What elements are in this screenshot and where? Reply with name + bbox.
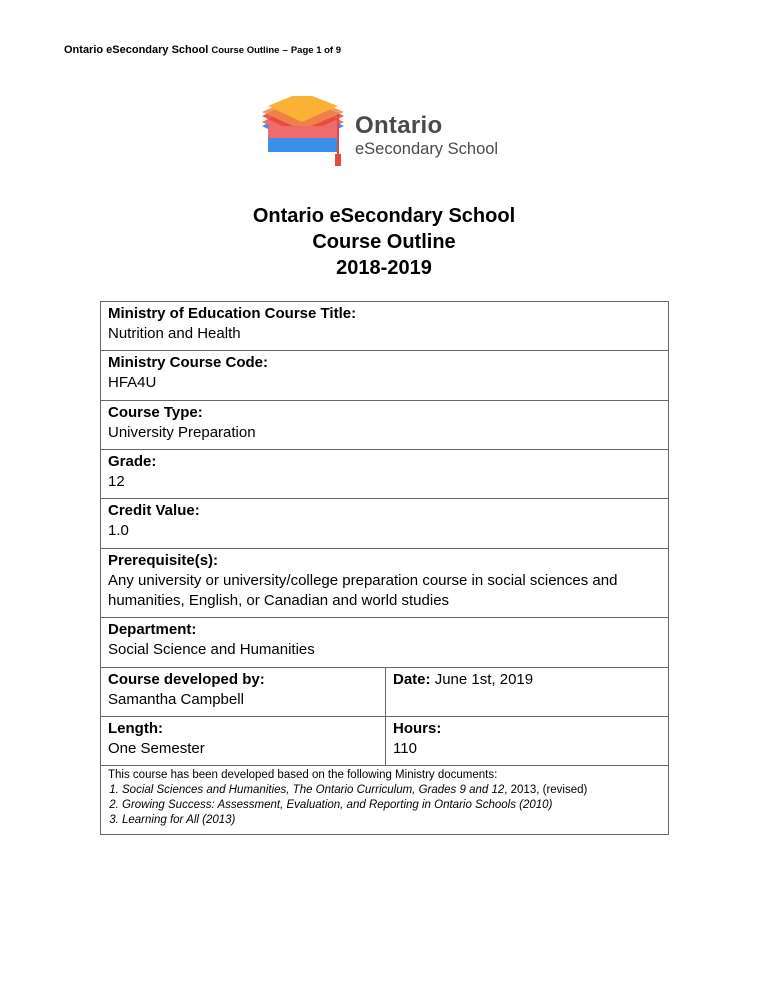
row-course-type <box>101 401 669 450</box>
cell-ministry-documents <box>101 766 669 835</box>
logo-wordmark-secondary: eSecondary School <box>355 140 499 158</box>
credit-value-value: 1.0 <box>108 522 129 539</box>
title-year: 2018-2019 <box>336 257 432 279</box>
hours-label: Hours: <box>393 720 442 737</box>
row-prerequisites <box>101 549 669 618</box>
prerequisites-value: Any university or university/college preparation course in social sciences and humanities, English, or Canadian and world studies <box>108 572 618 609</box>
school-logo <box>258 96 518 178</box>
row-credit-value <box>101 499 669 549</box>
row-course-title <box>101 302 669 351</box>
developer-value: Samantha Campbell <box>108 691 244 708</box>
cell-hours <box>386 717 669 766</box>
document-1-title: Social Sciences and Humanities, The Ontario Curriculum, Grades 9 and 12 <box>122 784 505 796</box>
date-value: June 1st, 2019 <box>434 671 534 688</box>
cell-department <box>101 618 669 668</box>
cell-developer <box>101 668 386 717</box>
developer-label: Course developed by: <box>108 671 265 688</box>
credit-value-label: Credit Value: <box>108 502 200 519</box>
course-type-value: University Preparation <box>108 424 256 441</box>
row-developer-date <box>101 668 669 717</box>
prerequisites-label: Prerequisite(s): <box>108 552 219 569</box>
documents-list <box>108 783 662 828</box>
document-1-suffix: , 2013, (revised) <box>504 784 588 796</box>
row-ministry-documents <box>101 766 669 835</box>
documents-intro: This course has been developed based on the following Ministry documents: <box>108 769 498 781</box>
cell-date <box>386 668 669 717</box>
page-header <box>64 44 341 56</box>
date-label: Date: <box>393 671 431 688</box>
row-department <box>101 618 669 668</box>
cell-course-title <box>101 302 669 351</box>
cell-prerequisites <box>101 549 669 618</box>
department-value: Social Science and Humanities <box>108 641 315 658</box>
course-code-label: Ministry Course Code: <box>108 354 269 371</box>
header-page-number: Page 1 of 9 <box>290 45 342 56</box>
row-grade <box>101 450 669 499</box>
grade-value: 12 <box>108 473 125 490</box>
document-3-title: Learning for All (2013) <box>122 814 236 826</box>
course-title-label: Ministry of Education Course Title: <box>108 305 357 322</box>
course-type-label: Course Type: <box>108 404 203 421</box>
length-value: One Semester <box>108 740 205 757</box>
cell-length <box>101 717 386 766</box>
document-item <box>122 813 662 828</box>
logo-wordmark-primary: Ontario <box>355 112 443 139</box>
title-school: Ontario eSecondary School <box>252 205 516 227</box>
department-label: Department: <box>108 621 197 638</box>
row-course-code <box>101 351 669 401</box>
document-item <box>122 798 662 813</box>
cell-course-code <box>101 351 669 401</box>
cell-grade <box>101 450 669 499</box>
course-info-table <box>100 301 669 835</box>
document-2-title: Growing Success: Assessment, Evaluation, and Reporting in Ontario Schools (2010) <box>122 799 553 811</box>
row-length-hours <box>101 717 669 766</box>
title-outline: Course Outline <box>312 231 456 253</box>
document-title <box>0 203 768 281</box>
cell-credit-value <box>101 499 669 549</box>
graduation-cap-icon <box>258 96 354 178</box>
grade-label: Grade: <box>108 453 157 470</box>
length-label: Length: <box>108 720 163 737</box>
cell-course-type <box>101 401 669 450</box>
header-separator: – <box>282 45 288 56</box>
hours-value: 110 <box>393 740 417 757</box>
course-code-value: HFA4U <box>108 374 157 391</box>
header-school: Ontario eSecondary School <box>64 44 209 56</box>
header-outline: Course Outline <box>211 45 280 56</box>
course-title-value: Nutrition and Health <box>108 325 241 342</box>
document-item <box>122 783 662 798</box>
